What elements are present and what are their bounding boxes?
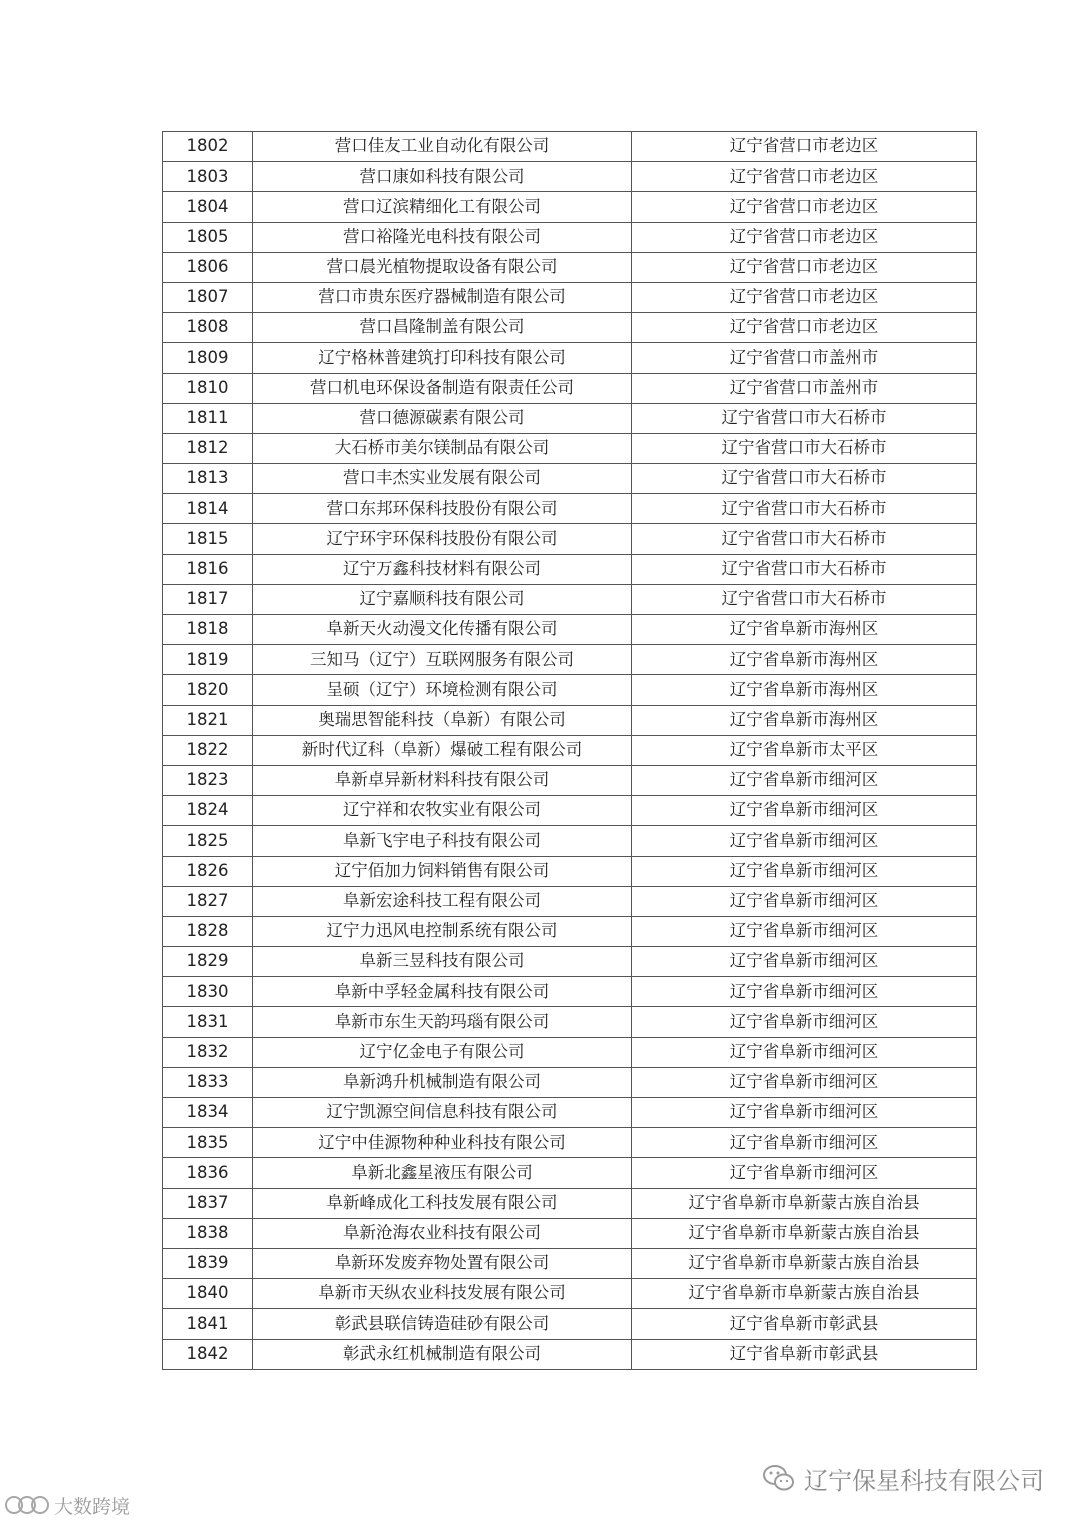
location: 辽宁省营口市大石桥市 [632, 433, 977, 463]
table-row [163, 1279, 977, 1309]
location: 辽宁省阜新市细河区 [632, 856, 977, 886]
location: 辽宁省营口市老边区 [632, 162, 977, 192]
location: 辽宁省阜新市细河区 [632, 916, 977, 946]
row-number: 1838 [163, 1218, 253, 1248]
table-row [163, 1188, 977, 1218]
company-name: 营口佳友工业自动化有限公司 [253, 132, 632, 162]
table-row [163, 1067, 977, 1097]
row-number: 1830 [163, 977, 253, 1007]
row-number: 1833 [163, 1067, 253, 1097]
row-number: 1837 [163, 1188, 253, 1218]
company-table [162, 131, 977, 1370]
location: 辽宁省阜新市细河区 [632, 765, 977, 795]
row-number: 1821 [163, 705, 253, 735]
company-name: 阜新飞宇电子科技有限公司 [253, 826, 632, 856]
row-number: 1814 [163, 494, 253, 524]
company-name: 辽宁祥和农牧实业有限公司 [253, 796, 632, 826]
table-body [163, 132, 977, 1370]
table-row [163, 403, 977, 433]
row-number: 1835 [163, 1128, 253, 1158]
site-name: 大数跨境 [54, 1495, 131, 1518]
location: 辽宁省阜新市细河区 [632, 947, 977, 977]
location: 辽宁省阜新市阜新蒙古族自治县 [632, 1279, 977, 1309]
location: 辽宁省阜新市细河区 [632, 1128, 977, 1158]
location: 辽宁省阜新市海州区 [632, 645, 977, 675]
company-name: 营口晨光植物提取设备有限公司 [253, 252, 632, 282]
location: 辽宁省阜新市细河区 [632, 1037, 977, 1067]
row-number: 1817 [163, 584, 253, 614]
table-row [163, 584, 977, 614]
row-number: 1806 [163, 252, 253, 282]
company-name: 营口机电环保设备制造有限责任公司 [253, 373, 632, 403]
table-row [163, 1218, 977, 1248]
row-number: 1805 [163, 222, 253, 252]
table-row [163, 1309, 977, 1339]
table-row [163, 252, 977, 282]
table-row [163, 645, 977, 675]
row-number: 1815 [163, 524, 253, 554]
account-watermark [762, 1460, 1044, 1496]
table-row [163, 1007, 977, 1037]
company-name: 阜新市东生天韵玛瑙有限公司 [253, 1007, 632, 1037]
company-name: 彰武县联信铸造硅砂有限公司 [253, 1309, 632, 1339]
row-number: 1818 [163, 615, 253, 645]
location: 辽宁省营口市大石桥市 [632, 403, 977, 433]
location: 辽宁省阜新市细河区 [632, 1067, 977, 1097]
table-row [163, 433, 977, 463]
location: 辽宁省阜新市海州区 [632, 705, 977, 735]
company-name: 阜新宏途科技工程有限公司 [253, 886, 632, 916]
company-name: 辽宁格林普建筑打印科技有限公司 [253, 343, 632, 373]
row-number: 1834 [163, 1098, 253, 1128]
company-name: 彰武永红机械制造有限公司 [253, 1339, 632, 1369]
company-name: 呈硕（辽宁）环境检测有限公司 [253, 675, 632, 705]
location: 辽宁省营口市大石桥市 [632, 584, 977, 614]
table-row [163, 765, 977, 795]
table-row [163, 313, 977, 343]
location: 辽宁省阜新市阜新蒙古族自治县 [632, 1188, 977, 1218]
table-row [163, 916, 977, 946]
location: 辽宁省阜新市阜新蒙古族自治县 [632, 1248, 977, 1278]
company-name: 阜新环发废弃物处置有限公司 [253, 1248, 632, 1278]
table-row [163, 1339, 977, 1369]
wechat-icon [762, 1463, 796, 1493]
company-name: 阜新沧海农业科技有限公司 [253, 1218, 632, 1248]
row-number: 1841 [163, 1309, 253, 1339]
table-row [163, 192, 977, 222]
row-number: 1839 [163, 1248, 253, 1278]
row-number: 1828 [163, 916, 253, 946]
table-row [163, 282, 977, 312]
row-number: 1804 [163, 192, 253, 222]
location: 辽宁省营口市老边区 [632, 222, 977, 252]
location: 辽宁省阜新市阜新蒙古族自治县 [632, 1218, 977, 1248]
table-row [163, 162, 977, 192]
row-number: 1812 [163, 433, 253, 463]
company-name: 阜新中孚轻金属科技有限公司 [253, 977, 632, 1007]
company-name: 阜新鸿升机械制造有限公司 [253, 1067, 632, 1097]
location: 辽宁省阜新市彰武县 [632, 1309, 977, 1339]
table-row [163, 1037, 977, 1067]
location: 辽宁省营口市老边区 [632, 313, 977, 343]
row-number: 1816 [163, 554, 253, 584]
table-row [163, 222, 977, 252]
company-name: 辽宁凯源空间信息科技有限公司 [253, 1098, 632, 1128]
location: 辽宁省营口市盖州市 [632, 373, 977, 403]
company-name: 营口裕隆光电科技有限公司 [253, 222, 632, 252]
row-number: 1820 [163, 675, 253, 705]
table-row [163, 464, 977, 494]
location: 辽宁省营口市大石桥市 [632, 464, 977, 494]
row-number: 1819 [163, 645, 253, 675]
row-number: 1813 [163, 464, 253, 494]
table-row [163, 1128, 977, 1158]
table-row [163, 735, 977, 765]
table-row [163, 886, 977, 916]
location: 辽宁省阜新市细河区 [632, 977, 977, 1007]
row-number: 1802 [163, 132, 253, 162]
company-name: 营口康如科技有限公司 [253, 162, 632, 192]
row-number: 1809 [163, 343, 253, 373]
logo-icon [4, 1493, 50, 1517]
company-name: 辽宁中佳源物种种业科技有限公司 [253, 1128, 632, 1158]
row-number: 1840 [163, 1279, 253, 1309]
company-name: 辽宁环宇环保科技股份有限公司 [253, 524, 632, 554]
row-number: 1807 [163, 282, 253, 312]
row-number: 1810 [163, 373, 253, 403]
location: 辽宁省营口市老边区 [632, 132, 977, 162]
row-number: 1825 [163, 826, 253, 856]
location: 辽宁省阜新市太平区 [632, 735, 977, 765]
table-row [163, 675, 977, 705]
table-row [163, 524, 977, 554]
row-number: 1811 [163, 403, 253, 433]
row-number: 1831 [163, 1007, 253, 1037]
company-name: 阜新天火动漫文化传播有限公司 [253, 615, 632, 645]
company-name: 辽宁万鑫科技材料有限公司 [253, 554, 632, 584]
location: 辽宁省营口市老边区 [632, 252, 977, 282]
location: 辽宁省阜新市彰武县 [632, 1339, 977, 1369]
table-row [163, 554, 977, 584]
company-name: 营口东邦环保科技股份有限公司 [253, 494, 632, 524]
location: 辽宁省营口市盖州市 [632, 343, 977, 373]
table-row [163, 494, 977, 524]
table-row [163, 826, 977, 856]
company-name: 阜新峰成化工科技发展有限公司 [253, 1188, 632, 1218]
account-name: 辽宁保星科技有限公司 [804, 1466, 1044, 1495]
row-number: 1842 [163, 1339, 253, 1369]
row-number: 1824 [163, 796, 253, 826]
table-row [163, 132, 977, 162]
table-row [163, 796, 977, 826]
table-row [163, 947, 977, 977]
row-number: 1836 [163, 1158, 253, 1188]
location: 辽宁省营口市大石桥市 [632, 524, 977, 554]
row-number: 1826 [163, 856, 253, 886]
company-name: 大石桥市美尔镁制品有限公司 [253, 433, 632, 463]
table-row [163, 343, 977, 373]
company-name: 营口市贵东医疗器械制造有限公司 [253, 282, 632, 312]
company-name: 辽宁佰加力饲料销售有限公司 [253, 856, 632, 886]
location: 辽宁省营口市大石桥市 [632, 554, 977, 584]
company-name: 辽宁嘉顺科技有限公司 [253, 584, 632, 614]
company-name: 奥瑞思智能科技（阜新）有限公司 [253, 705, 632, 735]
company-name: 阜新卓异新材料科技有限公司 [253, 765, 632, 795]
location: 辽宁省营口市大石桥市 [632, 494, 977, 524]
company-name: 营口德源碳素有限公司 [253, 403, 632, 433]
table-row [163, 1248, 977, 1278]
company-name: 辽宁亿金电子有限公司 [253, 1037, 632, 1067]
location: 辽宁省阜新市细河区 [632, 796, 977, 826]
location: 辽宁省阜新市细河区 [632, 1098, 977, 1128]
location: 辽宁省阜新市细河区 [632, 886, 977, 916]
table-row [163, 977, 977, 1007]
row-number: 1822 [163, 735, 253, 765]
location: 辽宁省阜新市海州区 [632, 615, 977, 645]
table-row [163, 856, 977, 886]
row-number: 1832 [163, 1037, 253, 1067]
location: 辽宁省阜新市海州区 [632, 675, 977, 705]
table-row [163, 615, 977, 645]
company-name: 营口昌隆制盖有限公司 [253, 313, 632, 343]
row-number: 1808 [163, 313, 253, 343]
company-name: 阜新市天纵农业科技发展有限公司 [253, 1279, 632, 1309]
company-name: 阜新北鑫星液压有限公司 [253, 1158, 632, 1188]
location: 辽宁省营口市老边区 [632, 282, 977, 312]
location: 辽宁省阜新市细河区 [632, 1007, 977, 1037]
company-name: 三知马（辽宁）互联网服务有限公司 [253, 645, 632, 675]
table-row [163, 373, 977, 403]
company-name: 辽宁力迅风电控制系统有限公司 [253, 916, 632, 946]
row-number: 1803 [163, 162, 253, 192]
company-name: 营口丰杰实业发展有限公司 [253, 464, 632, 494]
table-row [163, 705, 977, 735]
company-name: 营口辽滨精细化工有限公司 [253, 192, 632, 222]
table-row [163, 1158, 977, 1188]
location: 辽宁省阜新市细河区 [632, 826, 977, 856]
row-number: 1823 [163, 765, 253, 795]
row-number: 1827 [163, 886, 253, 916]
row-number: 1829 [163, 947, 253, 977]
site-watermark [4, 1490, 130, 1520]
company-name: 新时代辽科（阜新）爆破工程有限公司 [253, 735, 632, 765]
company-name: 阜新三昱科技有限公司 [253, 947, 632, 977]
location: 辽宁省营口市老边区 [632, 192, 977, 222]
location: 辽宁省阜新市细河区 [632, 1158, 977, 1188]
table-row [163, 1098, 977, 1128]
